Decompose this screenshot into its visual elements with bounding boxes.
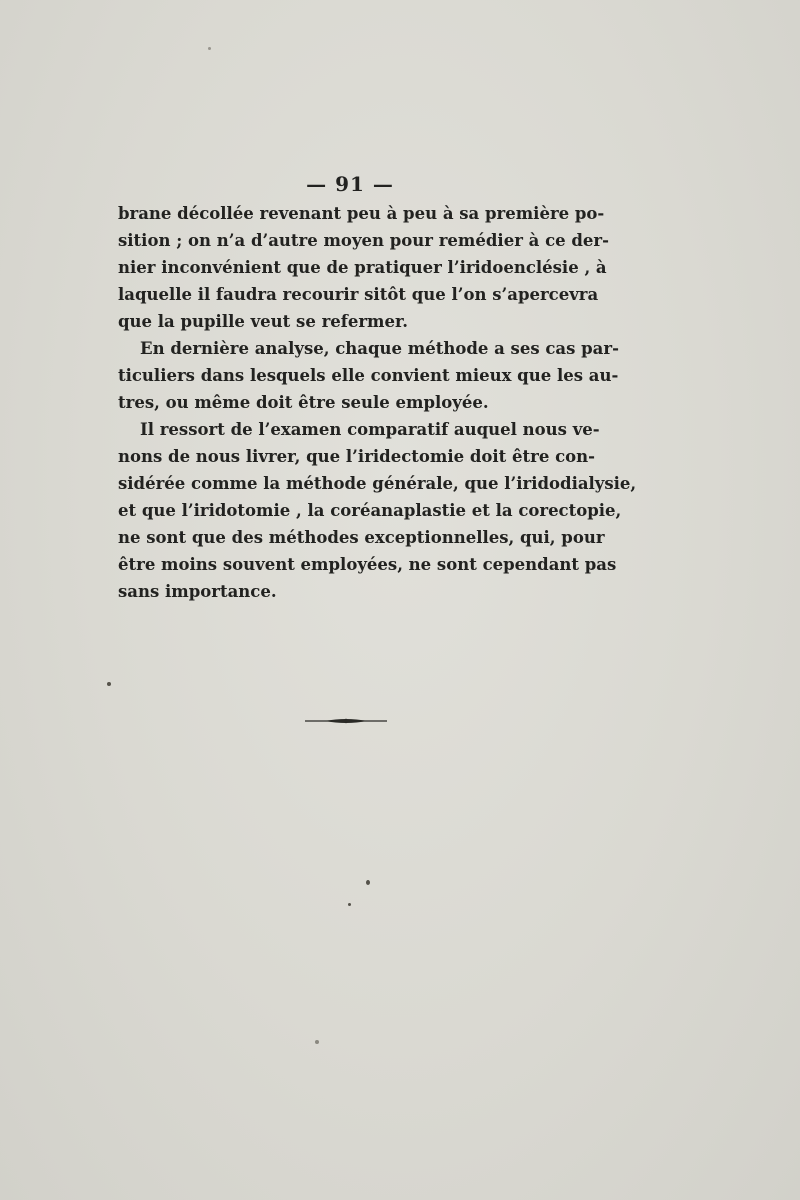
- paragraph-start-line: En dernière analyse, chaque méthode a ses cas par-: [140, 339, 619, 358]
- paper-speck: [348, 903, 351, 906]
- body-text: [118, 200, 637, 605]
- text-line: laquelle il faudra recourir sitôt que l’on s’apercevra: [118, 285, 599, 304]
- text-line: tres, ou même doit être seule employée.: [118, 393, 489, 412]
- text-line: sidérée comme la méthode générale, que l’iridodialysie,: [118, 474, 637, 493]
- text-line: être moins souvent employées, ne sont cependant pas: [118, 555, 617, 574]
- text-line: brane décollée revenant peu à peu à sa première po-: [118, 204, 605, 223]
- paper-speck: [315, 1040, 319, 1044]
- paragraph-start-line: Il ressort de l’examen comparatif auquel nous ve-: [140, 420, 600, 439]
- text-line: nier inconvénient que de pratiquer l’iridoenclésie , à: [118, 258, 607, 277]
- text-line: et que l’iridotomie , la coréanaplastie et la corectopie,: [118, 501, 622, 520]
- text-line: sition ; on n’a d’autre moyen pour remédier à ce der-: [118, 231, 609, 250]
- paper-speck: [208, 47, 211, 50]
- text-line: que la pupille veut se refermer.: [118, 312, 408, 331]
- text-line: ne sont que des méthodes exceptionnelles, qui, pour: [118, 528, 605, 547]
- paper-speck: [107, 682, 111, 686]
- page-number: — 91 —: [306, 172, 394, 196]
- paper-speck: [366, 880, 370, 885]
- text-line: ticuliers dans lesquels elle convient mieux que les au-: [118, 366, 619, 385]
- text-line: sans importance.: [118, 582, 277, 601]
- end-ornament-icon: [305, 716, 387, 726]
- text-line: nons de nous livrer, que l’iridectomie doit être con-: [118, 447, 595, 466]
